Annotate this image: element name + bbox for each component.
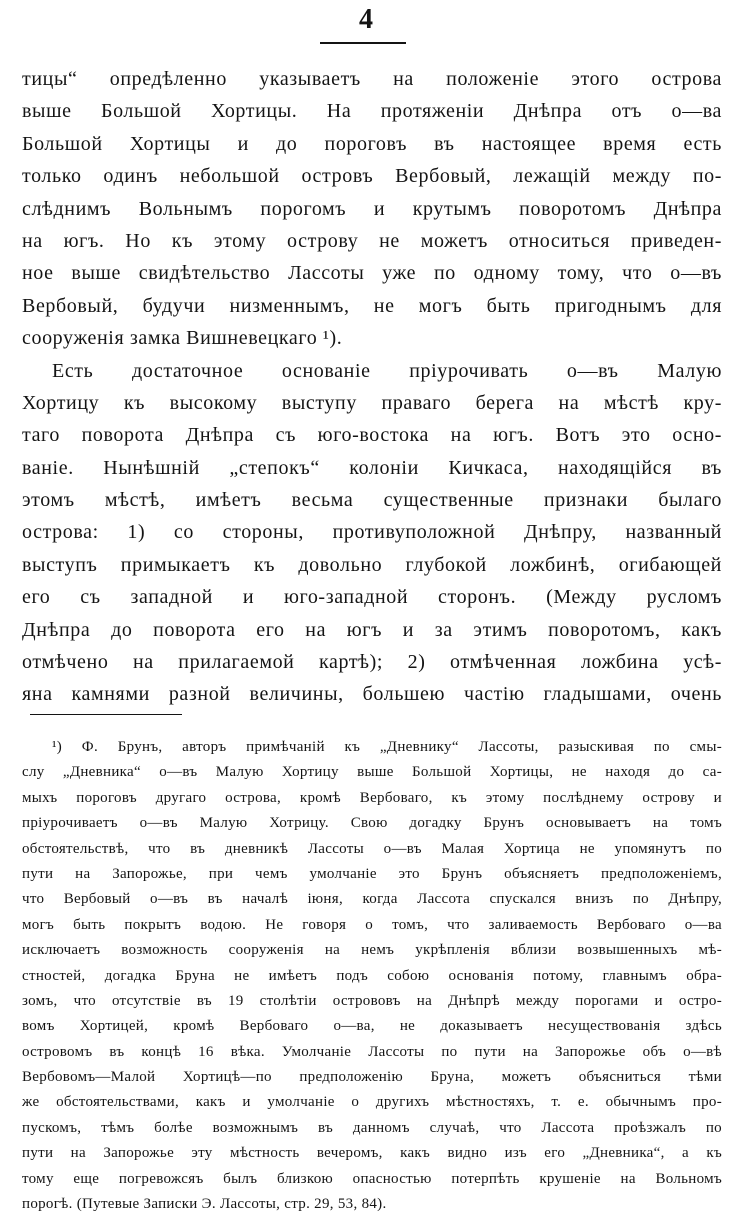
body-line: этомъ мѣстѣ, имѣетъ весьма существенные признаки былаго xyxy=(22,489,722,512)
footnote-line: обстоятельствѣ, что въ дневникѣ Лассоты о—въ Малая Хортица не упомянутъ по xyxy=(22,840,722,857)
footnote-line: пути на Запорожье эту мѣстность вечеромъ, какъ видно изъ его „Дневника“, а къ xyxy=(22,1145,722,1162)
body-line: острова: 1) со стороны, противуположной Днѣпру, названный xyxy=(22,521,722,544)
body-line: Есть достаточное основаніе пріурочивать о—въ Малую xyxy=(52,359,722,382)
page-number-rule xyxy=(320,42,406,44)
body-line: Днѣпра до поворота его на югъ и за этимъ поворотомъ, какъ xyxy=(22,618,722,641)
body-text xyxy=(22,63,722,711)
footnote-separator xyxy=(30,714,182,715)
footnote-line: же обстоятельствами, какъ и умолчаніе о другихъ мѣстностяхъ, т. е. обычнымъ про- xyxy=(22,1094,722,1111)
body-line: выше Большой Хортицы. На протяженіи Днѣпра отъ о—ва xyxy=(22,100,722,123)
body-line: сооруженія замка Вишневецкаго ¹). xyxy=(22,327,343,350)
body-line: яна камнями разной величины, большею частію гладышами, очень xyxy=(22,683,722,706)
page-number: 4 xyxy=(359,4,373,35)
body-line: таго поворота Днѣпра съ юго-востока на югъ. Вотъ это осно- xyxy=(22,424,722,447)
footnote-line: стностей, догадка Бруна не имѣетъ подъ собою основанія потому, главнымъ обра- xyxy=(22,967,722,984)
footnote-line: могъ быть покрытъ водою. Не говоря о томъ, что заливаемость Вербоваго о—ва xyxy=(22,916,722,933)
footnote-line: вомъ Хортицей, кромѣ Вербоваго о—ва, не доказываетъ несуществованія здѣсь xyxy=(22,1018,722,1035)
footnote-line: островомъ въ концѣ 16 вѣка. Умолчаніе Лассоты по пути на Запорожье объ о—вѣ xyxy=(22,1043,722,1060)
footnote-line: пріурочиваетъ о—въ Малую Хотрицу. Свою догадку Брунъ основываетъ на томъ xyxy=(22,815,722,832)
body-line: на югъ. Но къ этому острову не можетъ относиться приведен- xyxy=(22,229,722,252)
body-line: отмѣчено на прилагаемой картѣ); 2) отмѣченная ложбина усѣ- xyxy=(22,651,722,674)
footnote-line: пути на Запорожье, при чемъ умолчаніе это Брунъ объясняетъ предположеніемъ, xyxy=(22,865,722,882)
footnote-line: порогѣ. (Путевые Записки Э. Лассоты, стр. 29, 53, 84). xyxy=(22,1196,387,1213)
footnote-line: зомъ, что отсутствіе въ 19 столѣтіи острововъ на Днѣпрѣ между порогами и остро- xyxy=(22,992,722,1009)
body-line: Большой Хортицы и до пороговъ въ настоящее время есть xyxy=(22,132,722,155)
footnote-line: тому еще погревожсяъ былъ близкою опасностью потерпѣть крушеніе на Вольномъ xyxy=(22,1170,722,1187)
body-line: слѣднимъ Вольнымъ порогомъ и крутымъ поворотомъ Днѣпра xyxy=(22,197,722,220)
body-line: выступъ примыкаетъ къ довольно глубокой ложбинѣ, огибающей xyxy=(22,553,722,576)
body-line: Хортицу къ высокому выступу праваго берега на мѣстѣ кру- xyxy=(22,391,722,414)
footnote-line: ¹) Ф. Брунъ, авторъ примѣчаній къ „Дневнику“ Лассоты, разыскивая по смы- xyxy=(52,739,722,755)
footnote-line: слу „Дневника“ о—въ Малую Хортицу выше Большой Хортицы, не находя до са- xyxy=(22,764,722,781)
body-line: только одинъ небольшой островъ Вербовый, лежащій между по- xyxy=(22,165,722,188)
footnote-line: пускомъ, тѣмъ болѣе возможнымъ въ данномъ случаѣ, что Лассота проѣзжалъ по xyxy=(22,1119,722,1136)
body-line: ваніе. Нынѣшній „степокъ“ колоніи Кичкаса, находящійся въ xyxy=(22,456,722,479)
footnote-line: исключаетъ возможность сооруженія на немъ укрѣпленія вблизи возвышенныхъ мѣ- xyxy=(22,942,722,959)
body-line: ное выше свидѣтельство Лассоты уже по одному тому, что о—въ xyxy=(22,262,722,285)
body-line: Вербовый, будучи низменнымъ, не могъ быть пригоднымъ для xyxy=(22,294,722,317)
footnote-line: мыхъ пороговъ другаго острова, кромѣ Вербоваго, къ этому послѣднему острову и xyxy=(22,789,722,806)
footnote-line: Вербовомъ—Малой Хортицѣ—по предположенію Бруна, можетъ объясниться тѣми xyxy=(22,1069,722,1086)
body-line: его съ западной и юго-западной сторонъ. (Между русломъ xyxy=(22,586,722,609)
body-line: тицы“ опредѣленно указываетъ на положеніе этого острова xyxy=(22,68,722,90)
footnote xyxy=(22,735,722,1217)
footnote-line: что Вербовый о—въ въ началѣ іюня, когда Лассота спускался внизъ по Днѣпру, xyxy=(22,891,722,908)
